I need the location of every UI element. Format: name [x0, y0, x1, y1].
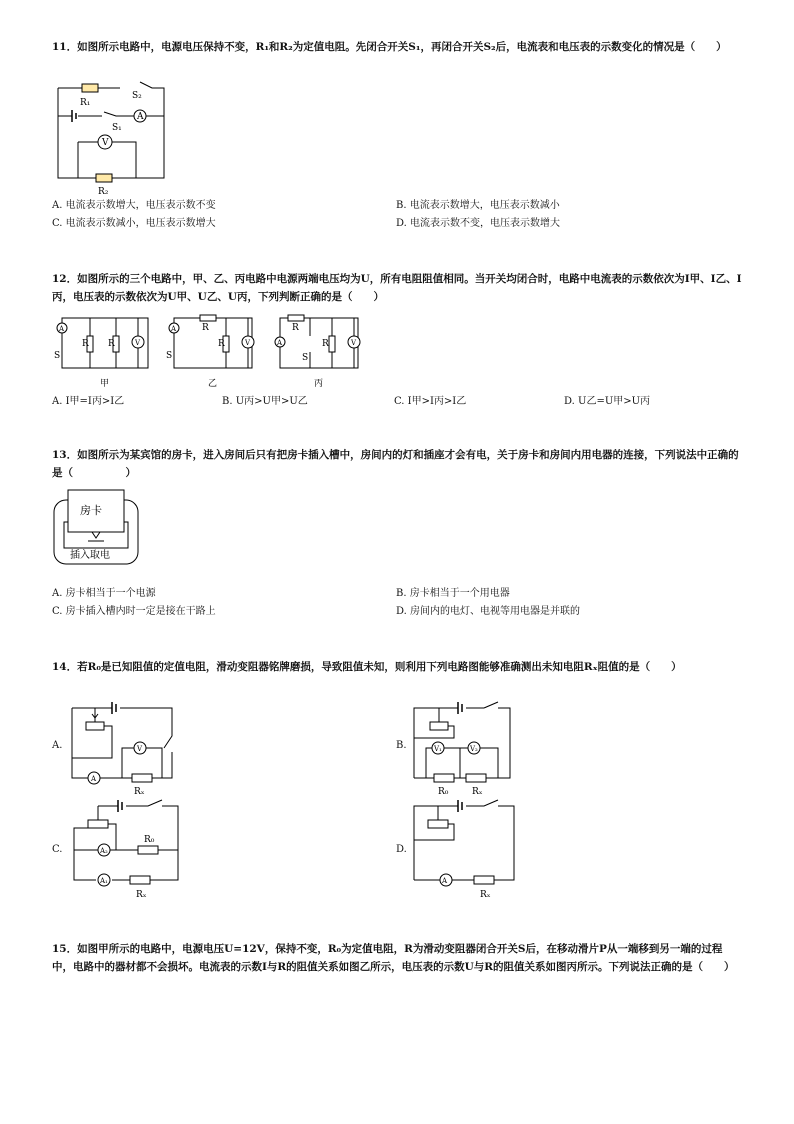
- voltmeter-icon: V: [137, 745, 143, 753]
- label-r: R: [322, 339, 329, 349]
- question-11-stem: 11．如图所示电路中，电源电压保持不变，R₁和R₂为定值电阻。先闭合开关S₁，再闭合开关S₂后，电流表和电压表的示数变化的情况是（ ）: [52, 41, 727, 53]
- label-yi: 乙: [208, 379, 218, 388]
- q12-option-c[interactable]: C. I甲>I丙>I乙: [394, 396, 467, 407]
- ammeter-icon: A: [277, 339, 283, 347]
- q11-option-b[interactable]: B. 电流表示数增大，电压表示数减小: [396, 200, 560, 211]
- ammeter-icon: A: [442, 877, 448, 885]
- label-jia: 甲: [100, 379, 110, 388]
- q12-option-d[interactable]: D. U乙=U甲>U丙: [564, 396, 651, 407]
- label-s2: S₂: [132, 91, 142, 101]
- q13-option-b[interactable]: B. 房卡相当于一个用电器: [396, 588, 510, 599]
- voltmeter-icon: V: [245, 339, 251, 347]
- q14-circuit-c: [68, 796, 188, 902]
- ammeter-icon: A: [91, 775, 97, 783]
- label-r: R: [292, 323, 299, 333]
- question-15-stem: 15．如图甲所示的电路中，电源电压U=12V，保持不变，R₀为定值电阻，R为滑动变阻器闭合开关S后，在移动滑片P从一端移到另一端的过程中，电路中的器材都不会损坏。电流表的示数I与R的阻值关系如图乙所示，电压表的示数U与R的阻值关系如图丙所示。下列说法正确的是（ ）: [52, 943, 735, 973]
- label-r: R: [218, 339, 225, 349]
- label-rx: Rₓ: [472, 787, 483, 797]
- question-12-stem: 12．如图所示的三个电路中，甲、乙、丙电路中电源两端电压均为U，所有电阻阻值相同。当开关均闭合时，电路中电流表的示数依次为I甲、I乙、I丙，电压表的示数依次为U甲、U乙、U丙，下列判断正确的是（ ）: [52, 273, 742, 303]
- question-13-stem: 13．如图所示为某宾馆的房卡，进入房间后只有把房卡插入槽中，房间内的灯和插座才会有电，关于房卡和房间内用电器的连接，下列说法中正确的是（ ）: [52, 449, 739, 479]
- label-s: S: [54, 351, 61, 361]
- label-r0: R₀: [144, 835, 155, 845]
- label-s1: S₁: [112, 123, 122, 133]
- q12-option-b[interactable]: B. U丙>U甲>U乙: [222, 396, 308, 407]
- q13-option-d[interactable]: D. 房间内的电灯、电视等用电器是并联的: [396, 606, 581, 617]
- label-bing: 丙: [314, 379, 324, 388]
- q14-option-a[interactable]: A.: [52, 740, 63, 751]
- card-label: 房卡: [80, 504, 102, 517]
- label-s: S: [302, 353, 309, 363]
- label-s: S: [166, 351, 173, 361]
- q11-option-a[interactable]: A. 电流表示数增大，电压表示数不变: [52, 200, 216, 211]
- label-r: R: [108, 339, 115, 349]
- ammeter-1-icon: A₁: [100, 877, 108, 885]
- label-r: R: [202, 323, 209, 333]
- q14-circuit-a: [68, 698, 188, 798]
- q12-option-a[interactable]: A. I甲=I丙>I乙: [52, 396, 125, 407]
- label-rx: Rₓ: [136, 890, 147, 900]
- q13-option-a[interactable]: A. 房卡相当于一个电源: [52, 588, 156, 599]
- voltmeter-icon: V: [135, 339, 141, 347]
- room-card-figure: [52, 488, 142, 568]
- voltmeter-icon: V: [102, 138, 109, 148]
- label-r1: R₁: [80, 98, 91, 108]
- ammeter-2-icon: A₂: [100, 847, 108, 855]
- label-r0: R₀: [438, 787, 449, 797]
- voltmeter-icon: V: [351, 339, 357, 347]
- q13-option-c[interactable]: C. 房卡插入槽内时一定是接在干路上: [52, 606, 216, 617]
- label-rx: Rₓ: [480, 890, 491, 900]
- q14-circuit-b: [410, 698, 520, 798]
- label-rx: Rₓ: [134, 787, 145, 797]
- voltmeter-1-icon: V₁: [434, 745, 442, 753]
- label-r2: R₂: [98, 187, 109, 196]
- q11-circuit: [52, 78, 172, 196]
- ammeter-icon: A: [137, 112, 144, 122]
- q14-option-c[interactable]: C.: [52, 844, 63, 855]
- q14-circuit-d: [410, 796, 520, 902]
- q14-option-b[interactable]: B.: [396, 740, 407, 751]
- label-r: R: [82, 339, 89, 349]
- ammeter-icon: A: [171, 325, 177, 333]
- ammeter-icon: A: [59, 325, 65, 333]
- slot-label: 插入取电: [70, 550, 110, 561]
- q11-option-c[interactable]: C. 电流表示数减小，电压表示数增大: [52, 218, 216, 229]
- question-14-stem: 14．若R₀是已知阻值的定值电阻，滑动变阻器铭牌磨损，导致阻值未知，则利用下列电路图能够准确测出未知电阻Rₓ阻值的是（ ）: [52, 661, 682, 673]
- voltmeter-2-icon: V₂: [470, 745, 478, 753]
- q14-option-d[interactable]: D.: [396, 844, 407, 855]
- q11-option-d[interactable]: D. 电流表示数不变，电压表示数增大: [396, 218, 561, 229]
- q12-circuits: [52, 312, 372, 388]
